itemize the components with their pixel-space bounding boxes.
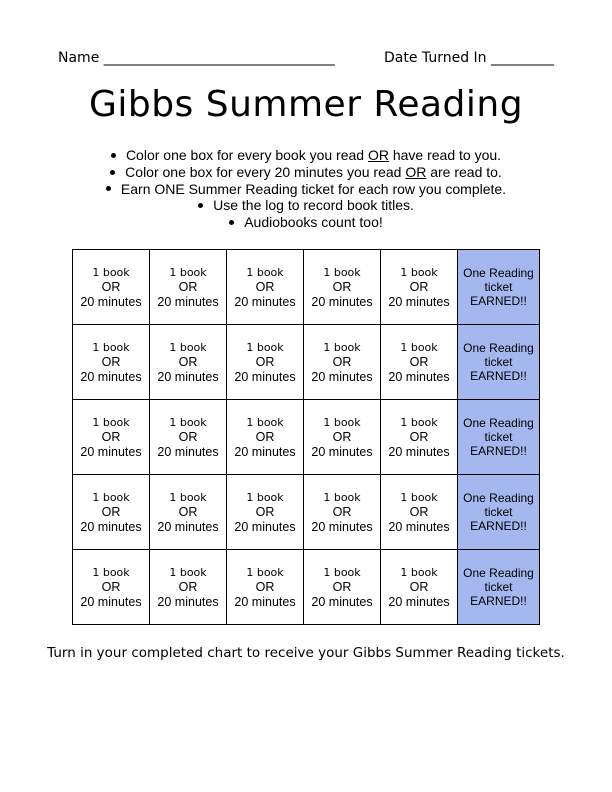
box-minutes-text: 20 minutes (311, 369, 373, 384)
box-minutes-text: 20 minutes (157, 294, 219, 309)
box-minutes-text: 20 minutes (234, 369, 296, 384)
reading-box[interactable] (381, 475, 458, 550)
reading-box[interactable] (227, 475, 304, 550)
rule-emphasis: OR (367, 147, 389, 163)
box-or-text: OR (101, 429, 121, 444)
bullet-icon (229, 220, 234, 225)
reading-box[interactable] (381, 400, 458, 475)
rule-text: Audiobooks count too! (244, 214, 383, 231)
box-book-text: 1 book (400, 340, 438, 354)
ticket-text: One Reading (463, 491, 534, 505)
box-book-text: 1 book (400, 415, 438, 429)
bullet-icon (110, 170, 115, 175)
chart-row (73, 550, 540, 625)
rule-item (0, 147, 612, 164)
box-minutes-text: 20 minutes (157, 519, 219, 534)
box-or-text: OR (178, 279, 198, 294)
box-minutes-text: 20 minutes (157, 594, 219, 609)
rule-item (0, 164, 612, 181)
reading-box[interactable] (150, 550, 227, 625)
box-book-text: 1 book (400, 565, 438, 579)
box-or-text: OR (409, 354, 429, 369)
ticket-earned-box (458, 250, 540, 325)
box-or-text: OR (409, 504, 429, 519)
box-minutes-text: 20 minutes (388, 294, 450, 309)
box-minutes-text: 20 minutes (388, 594, 450, 609)
box-book-text: 1 book (400, 490, 438, 504)
reading-box[interactable] (227, 550, 304, 625)
box-minutes-text: 20 minutes (234, 294, 296, 309)
box-book-text: 1 book (169, 565, 207, 579)
box-minutes-text: 20 minutes (311, 594, 373, 609)
box-minutes-text: 20 minutes (311, 294, 373, 309)
ticket-earned-box (458, 325, 540, 400)
box-book-text: 1 book (92, 340, 130, 354)
ticket-earned-box (458, 400, 540, 475)
rule-item (0, 197, 612, 214)
bullet-icon (198, 203, 203, 208)
reading-box[interactable] (227, 325, 304, 400)
box-or-text: OR (101, 354, 121, 369)
reading-box[interactable] (304, 550, 381, 625)
chart-row (73, 400, 540, 475)
reading-box[interactable] (381, 250, 458, 325)
reading-box[interactable] (73, 250, 150, 325)
box-book-text: 1 book (169, 340, 207, 354)
ticket-text: ticket (484, 505, 513, 519)
reading-chart (72, 249, 540, 625)
reading-box[interactable] (150, 400, 227, 475)
box-book-text: 1 book (92, 490, 130, 504)
reading-box[interactable] (227, 400, 304, 475)
rule-text: Use the log to record book titles. (213, 197, 414, 214)
box-minutes-text: 20 minutes (388, 369, 450, 384)
ticket-text: EARNED!! (470, 294, 527, 308)
ticket-earned-box (458, 475, 540, 550)
box-or-text: OR (332, 429, 352, 444)
box-minutes-text: 20 minutes (388, 519, 450, 534)
box-or-text: OR (255, 354, 275, 369)
box-book-text: 1 book (169, 490, 207, 504)
reading-box[interactable] (381, 325, 458, 400)
bullet-icon (106, 186, 111, 191)
date-turned-in-label: Date Turned In _________ (384, 50, 554, 66)
box-or-text: OR (255, 579, 275, 594)
reading-box[interactable] (73, 475, 150, 550)
chart-row (73, 475, 540, 550)
reading-box[interactable] (150, 325, 227, 400)
box-book-text: 1 book (323, 565, 361, 579)
box-minutes-text: 20 minutes (157, 444, 219, 459)
rule-text-before: Color one box for every 20 minutes you read (125, 163, 406, 180)
ticket-text: EARNED!! (470, 369, 527, 383)
box-minutes-text: 20 minutes (80, 519, 142, 534)
box-or-text: OR (255, 279, 275, 294)
box-or-text: OR (409, 279, 429, 294)
box-or-text: OR (101, 504, 121, 519)
box-book-text: 1 book (92, 415, 130, 429)
box-book-text: 1 book (246, 265, 284, 279)
footer-instructions: Turn in your completed chart to receive your Gibbs Summer Reading tickets. (47, 645, 565, 661)
box-book-text: 1 book (169, 415, 207, 429)
ticket-text: One Reading (463, 341, 534, 355)
rules-list (0, 147, 612, 231)
box-book-text: 1 book (246, 565, 284, 579)
box-book-text: 1 book (92, 265, 130, 279)
ticket-text: One Reading (463, 566, 534, 580)
reading-box[interactable] (227, 250, 304, 325)
box-or-text: OR (255, 429, 275, 444)
box-minutes-text: 20 minutes (234, 594, 296, 609)
box-book-text: 1 book (323, 490, 361, 504)
ticket-earned-box (458, 550, 540, 625)
ticket-text: EARNED!! (470, 519, 527, 533)
ticket-text: ticket (484, 355, 513, 369)
rule-emphasis: OR (405, 163, 427, 180)
reading-box[interactable] (73, 325, 150, 400)
box-or-text: OR (409, 579, 429, 594)
box-or-text: OR (178, 354, 198, 369)
reading-box[interactable] (304, 325, 381, 400)
box-minutes-text: 20 minutes (311, 519, 373, 534)
box-book-text: 1 book (323, 340, 361, 354)
rule-item (0, 214, 612, 231)
box-minutes-text: 20 minutes (234, 444, 296, 459)
rule-text-before: Color one box for every book you read (125, 147, 368, 163)
box-book-text: 1 book (246, 490, 284, 504)
box-book-text: 1 book (323, 415, 361, 429)
rule-item (0, 181, 612, 198)
bullet-icon (111, 153, 116, 158)
box-book-text: 1 book (246, 340, 284, 354)
rule-text: Earn ONE Summer Reading ticket for each row you complete. (120, 180, 507, 197)
ticket-text: EARNED!! (470, 444, 527, 458)
box-minutes-text: 20 minutes (157, 369, 219, 384)
chart-row (73, 325, 540, 400)
box-minutes-text: 20 minutes (80, 594, 142, 609)
box-book-text: 1 book (246, 415, 284, 429)
box-minutes-text: 20 minutes (80, 369, 142, 384)
box-book-text: 1 book (400, 265, 438, 279)
box-or-text: OR (332, 279, 352, 294)
rule-text-after: are read to. (426, 163, 502, 180)
box-or-text: OR (332, 579, 352, 594)
box-minutes-text: 20 minutes (388, 444, 450, 459)
box-book-text: 1 book (323, 265, 361, 279)
reading-box[interactable] (73, 400, 150, 475)
reading-box[interactable] (150, 475, 227, 550)
ticket-text: EARNED!! (470, 594, 527, 608)
box-minutes-text: 20 minutes (80, 444, 142, 459)
ticket-text: One Reading (463, 416, 534, 430)
reading-box[interactable] (304, 250, 381, 325)
name-label: Name _________________________________ (58, 50, 335, 66)
box-or-text: OR (332, 354, 352, 369)
ticket-text: ticket (484, 580, 513, 594)
chart-row (73, 250, 540, 325)
box-or-text: OR (101, 579, 121, 594)
box-minutes-text: 20 minutes (80, 294, 142, 309)
ticket-text: ticket (484, 430, 513, 444)
page-title: Gibbs Summer Reading (88, 84, 524, 125)
reading-box[interactable] (150, 250, 227, 325)
box-or-text: OR (332, 504, 352, 519)
rule-text-after: have read to you. (388, 147, 502, 163)
reading-box[interactable] (304, 475, 381, 550)
reading-box[interactable] (381, 550, 458, 625)
ticket-text: ticket (484, 280, 513, 294)
box-book-text: 1 book (92, 565, 130, 579)
ticket-text: One Reading (463, 266, 534, 280)
box-book-text: 1 book (169, 265, 207, 279)
reading-box[interactable] (304, 400, 381, 475)
box-or-text: OR (178, 504, 198, 519)
reading-box[interactable] (73, 550, 150, 625)
box-or-text: OR (409, 429, 429, 444)
box-or-text: OR (178, 429, 198, 444)
box-minutes-text: 20 minutes (234, 519, 296, 534)
box-minutes-text: 20 minutes (311, 444, 373, 459)
box-or-text: OR (178, 579, 198, 594)
box-or-text: OR (255, 504, 275, 519)
box-or-text: OR (101, 279, 121, 294)
